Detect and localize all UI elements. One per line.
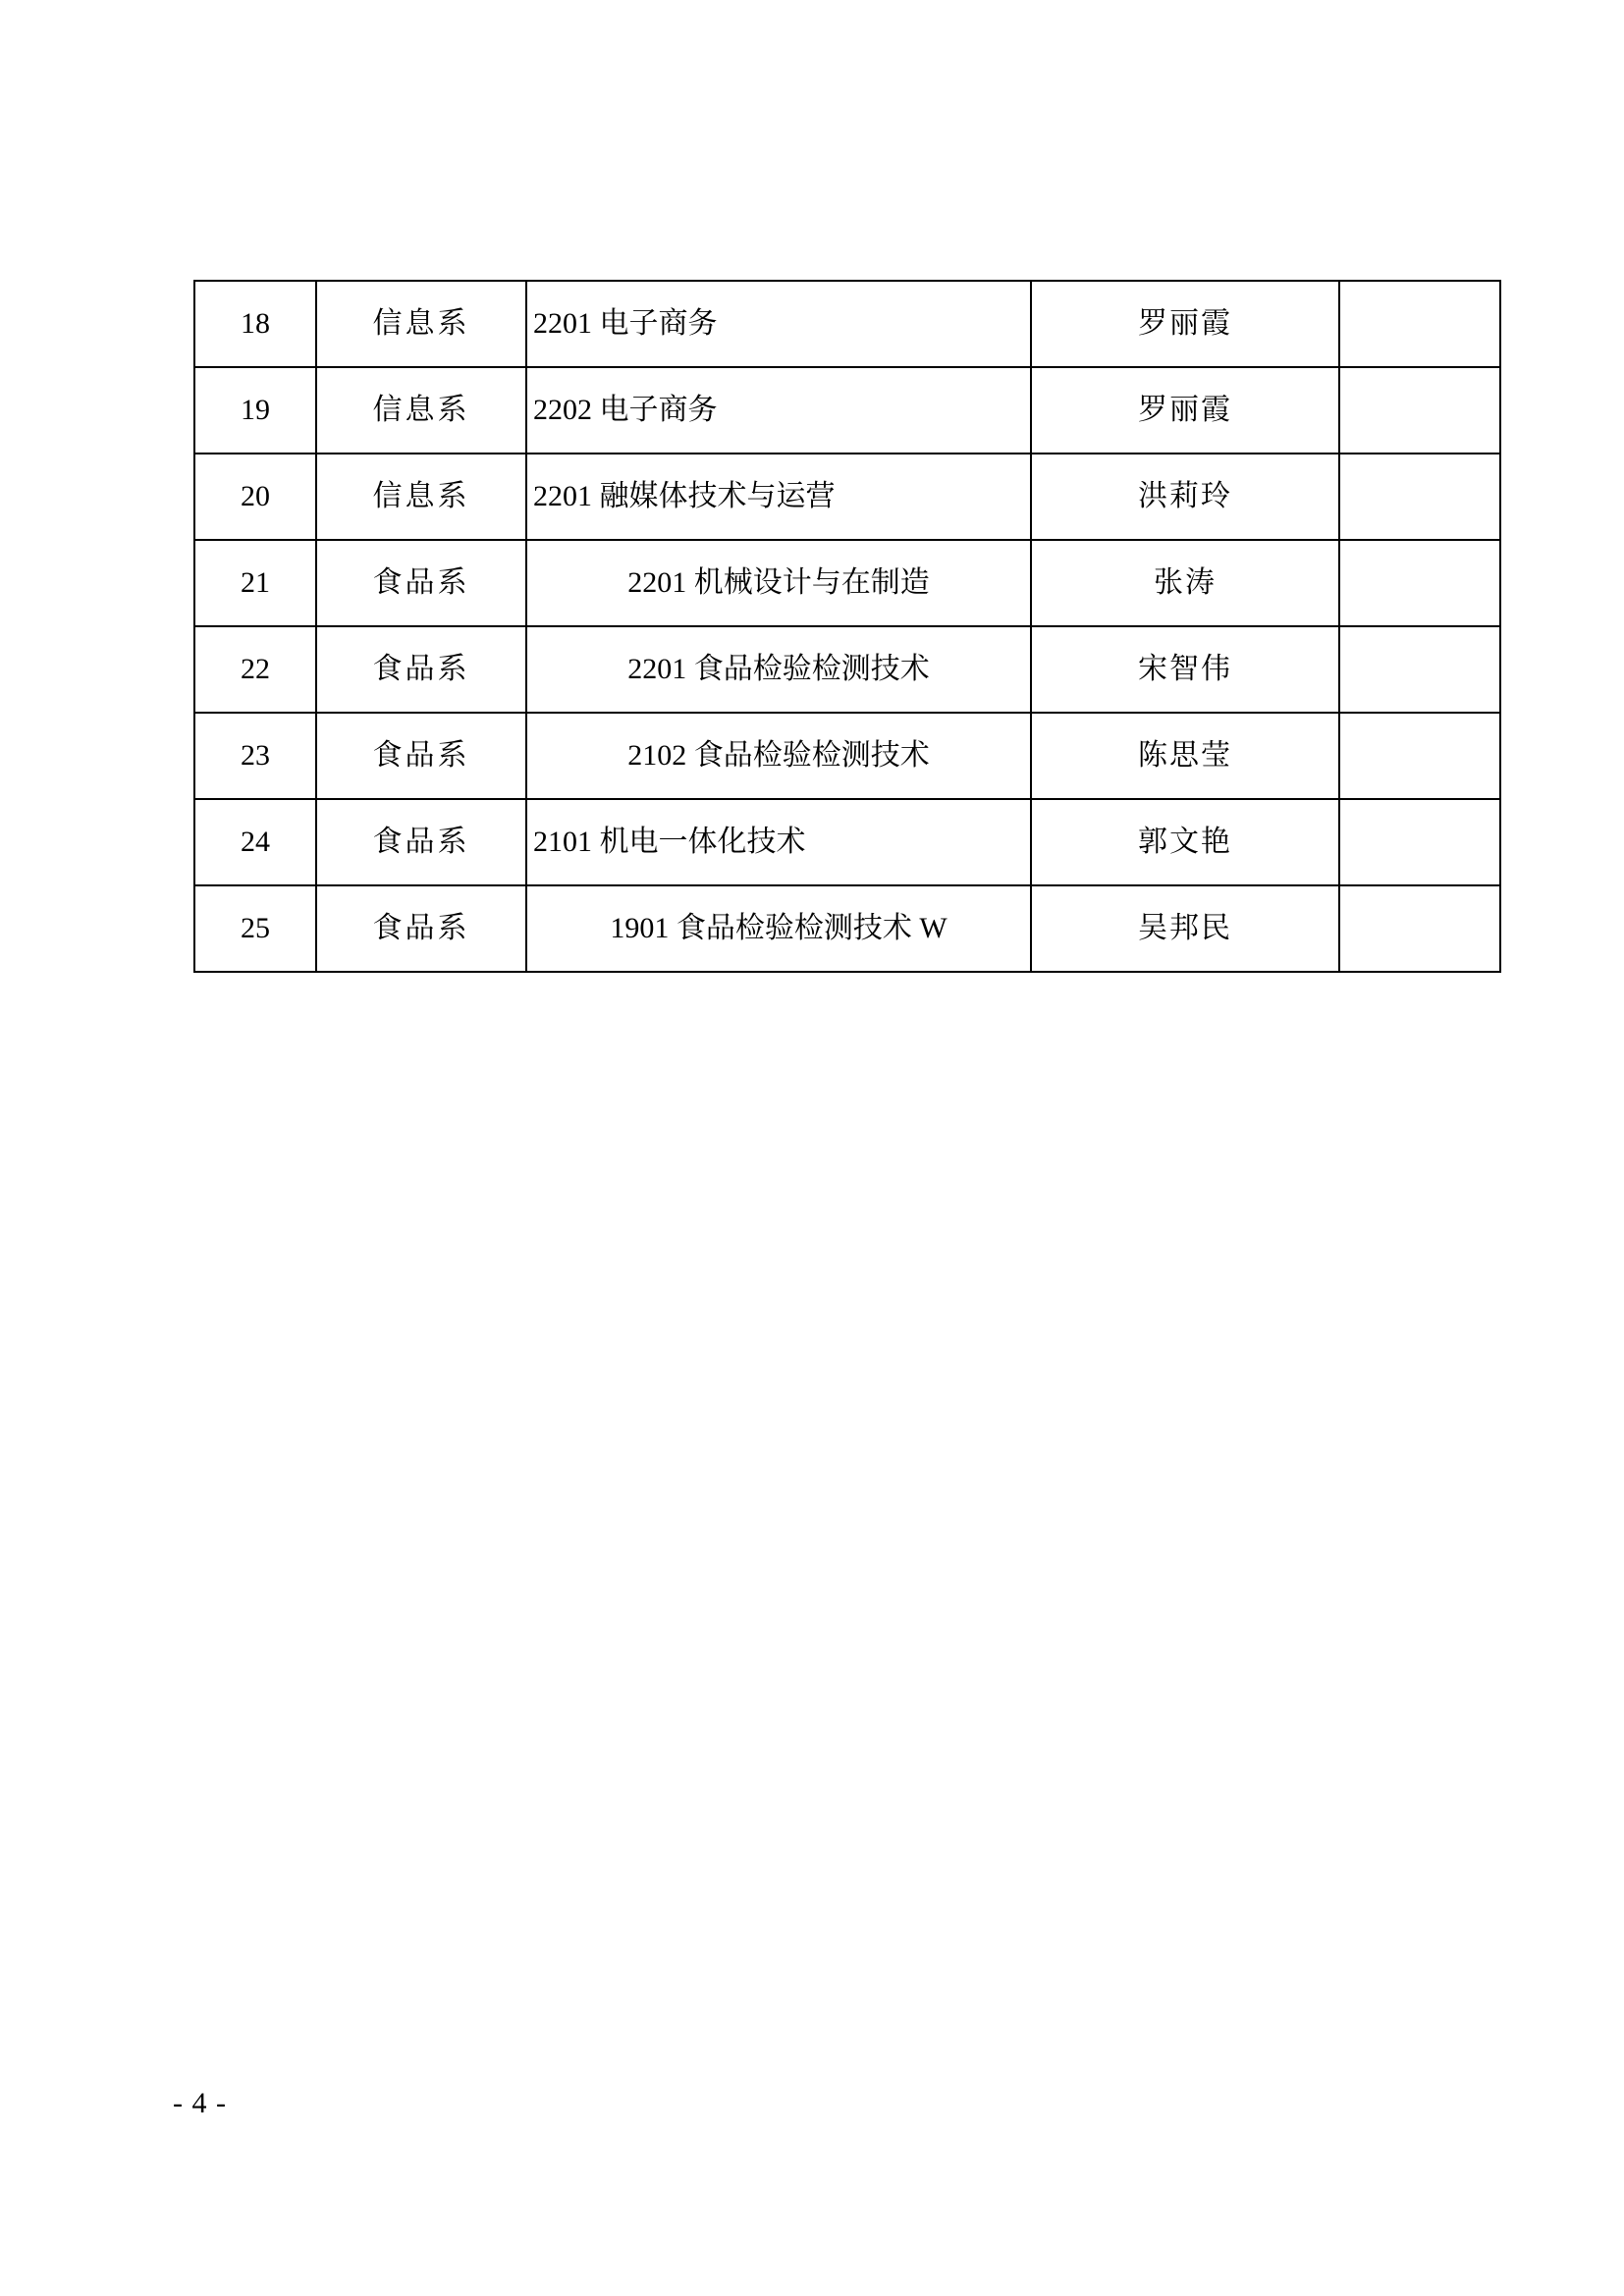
page-number: - 4 - (173, 2087, 227, 2119)
row-course: 2101 机电一体化技术 (526, 799, 1031, 885)
row-department: 食品系 (316, 799, 526, 885)
table-row (194, 454, 1500, 540)
row-teacher: 洪莉玲 (1031, 454, 1339, 540)
table-row (194, 885, 1500, 972)
row-index: 23 (194, 713, 316, 799)
row-index: 19 (194, 367, 316, 454)
table-row (194, 540, 1500, 626)
row-teacher: 宋智伟 (1031, 626, 1339, 713)
row-blank (1339, 626, 1500, 713)
course-assignment-table (193, 280, 1501, 973)
row-department: 食品系 (316, 540, 526, 626)
row-department: 食品系 (316, 626, 526, 713)
row-teacher: 吴邦民 (1031, 885, 1339, 972)
row-blank (1339, 885, 1500, 972)
row-blank (1339, 454, 1500, 540)
row-index: 24 (194, 799, 316, 885)
row-blank (1339, 281, 1500, 367)
row-department: 食品系 (316, 885, 526, 972)
row-blank (1339, 367, 1500, 454)
row-teacher: 罗丽霞 (1031, 367, 1339, 454)
table-body (194, 281, 1500, 972)
row-course: 2202 电子商务 (526, 367, 1031, 454)
table-row (194, 713, 1500, 799)
row-department: 信息系 (316, 367, 526, 454)
row-course: 2201 机械设计与在制造 (526, 540, 1031, 626)
row-teacher: 张涛 (1031, 540, 1339, 626)
row-blank (1339, 713, 1500, 799)
row-course: 1901 食品检验检测技术 W (526, 885, 1031, 972)
row-index: 22 (194, 626, 316, 713)
table-row (194, 799, 1500, 885)
row-index: 20 (194, 454, 316, 540)
row-course: 2102 食品检验检测技术 (526, 713, 1031, 799)
row-index: 25 (194, 885, 316, 972)
row-teacher: 罗丽霞 (1031, 281, 1339, 367)
row-blank (1339, 540, 1500, 626)
row-department: 信息系 (316, 281, 526, 367)
row-course: 2201 食品检验检测技术 (526, 626, 1031, 713)
row-teacher: 陈思莹 (1031, 713, 1339, 799)
row-department: 信息系 (316, 454, 526, 540)
row-index: 21 (194, 540, 316, 626)
row-department: 食品系 (316, 713, 526, 799)
row-blank (1339, 799, 1500, 885)
table-row (194, 281, 1500, 367)
table-row (194, 626, 1500, 713)
row-course: 2201 融媒体技术与运营 (526, 454, 1031, 540)
table-row (194, 367, 1500, 454)
row-index: 18 (194, 281, 316, 367)
row-course: 2201 电子商务 (526, 281, 1031, 367)
row-teacher: 郭文艳 (1031, 799, 1339, 885)
